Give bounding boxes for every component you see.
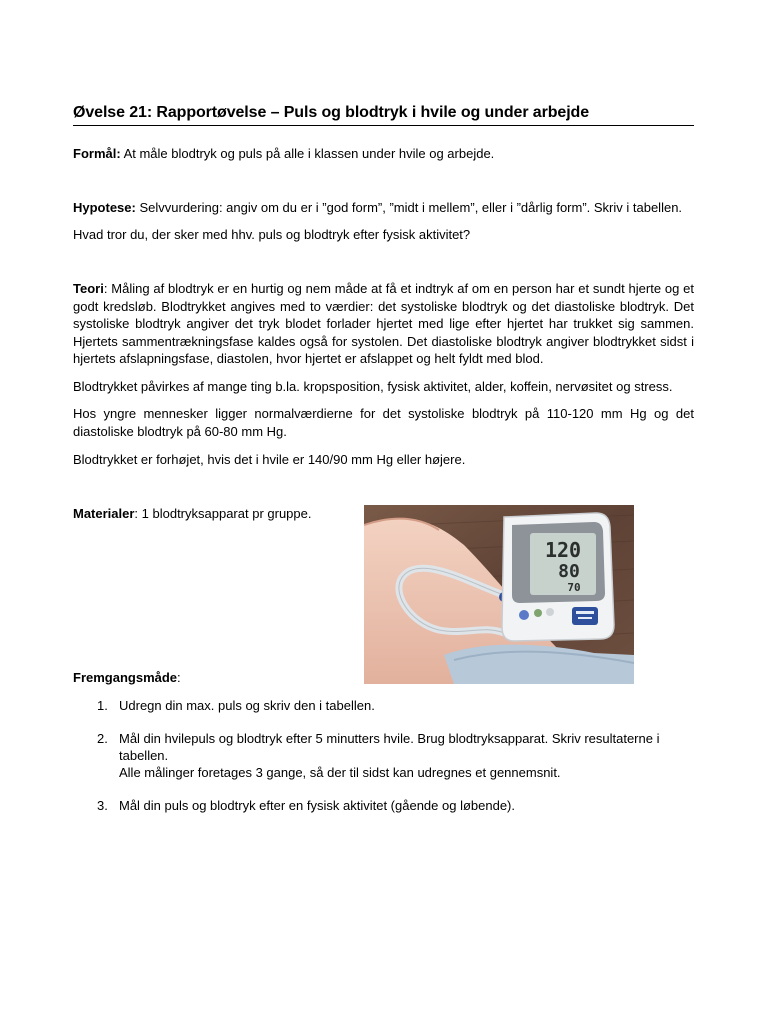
formaal-label: Formål: [73,146,121,161]
materialer-text: : 1 blodtryksapparat pr gruppe. [134,506,312,521]
lcd-diastolic: 80 [558,561,580,582]
step-number: 1. [97,698,108,713]
hypotese-question: Hvad tror du, der sker med hhv. puls og blodtryk efter fysisk aktivitet? [73,227,471,242]
step-text: Mål din puls og blodtryk efter en fysisk aktivitet (gående og løbende). [119,798,515,813]
list-item [97,797,687,814]
list-item [97,697,687,714]
teori-paragraph-2: Blodtrykket påvirkes af mange ting b.la. kropsposition, fysisk aktivitet, alder, koffein, nervøsitet og stress. [73,379,673,394]
lcd-pulse: 70 [567,581,581,594]
list-item [97,730,687,781]
teori-paragraph-3: Hos yngre mennesker ligger normalværdierne for det systoliske blodtryk på 110-120 mm Hg og det diastoliske blodtryk på 60-80 mm Hg. [73,406,694,439]
blood-pressure-monitor-photo [364,505,634,684]
materialer-label: Materialer [73,506,135,521]
step-text: Mål din hvilepuls og blodtryk efter 5 minutters hvile. Brug blodtryksapparat. Skriv resultaterne i tabellen. [119,731,660,763]
step-text: Udregn din max. puls og skriv den i tabellen. [119,698,375,713]
formaal-text: At måle blodtryk og puls på alle i klassen under hvile og arbejde. [120,146,495,161]
teori-paragraph-4: Blodtrykket er forhøjet, hvis det i hvile er 140/90 mm Hg eller højere. [73,452,466,467]
fremgang-heading [73,669,694,687]
page-title: Øvelse 21: Rapportøvelse – Puls og blodtryk i hvile og under arbejde [73,104,694,126]
step-extra-text: Alle målinger foretages 3 gange, så der til sidst kan udregnes et gennemsnit. [119,765,561,780]
teori-paragraph [73,280,694,368]
lcd-systolic: 120 [544,538,582,562]
steps-list-3 [97,797,687,814]
hypotese-paragraph [73,199,694,217]
teori-text: : Måling af blodtryk er en hurtig og nem måde at få et indtryk af om en person har et sundt hjerte og et godt kredsløb. Blodtrykket angives med to værdier: det systoliske blodtryk og det diastoliske blodtryk. Det systoliske blodtryk angiver det tryk blodet forlader hjertet med lige efter hjertet har trukket sig sammen. Hjertets sammentrækningsfase kaldes også for systolen. Det diastoliske blodtryk angiver blodtrykket sidst i hjertets afslapningsfase, diastolen, hvor hjertet er afslappet og helt fyldt med blod. [73,281,694,366]
step-number: 3. [97,798,108,813]
step-number: 2. [97,731,108,746]
hypotese-text: Selvvurdering: angiv om du er i ”god form”, ”midt i mellem”, eller i ”dårlig form”. Skriv i tabellen. [135,200,683,215]
fremgang-colon: : [177,670,181,685]
steps-list [97,697,687,714]
materialer-paragraph [73,505,353,523]
fremgang-label: Fremgangsmåde [73,670,178,685]
steps-list-2 [97,730,687,781]
hypotese-label: Hypotese: [73,200,136,215]
teori-label: Teori [73,281,104,296]
formaal-paragraph [73,145,694,163]
